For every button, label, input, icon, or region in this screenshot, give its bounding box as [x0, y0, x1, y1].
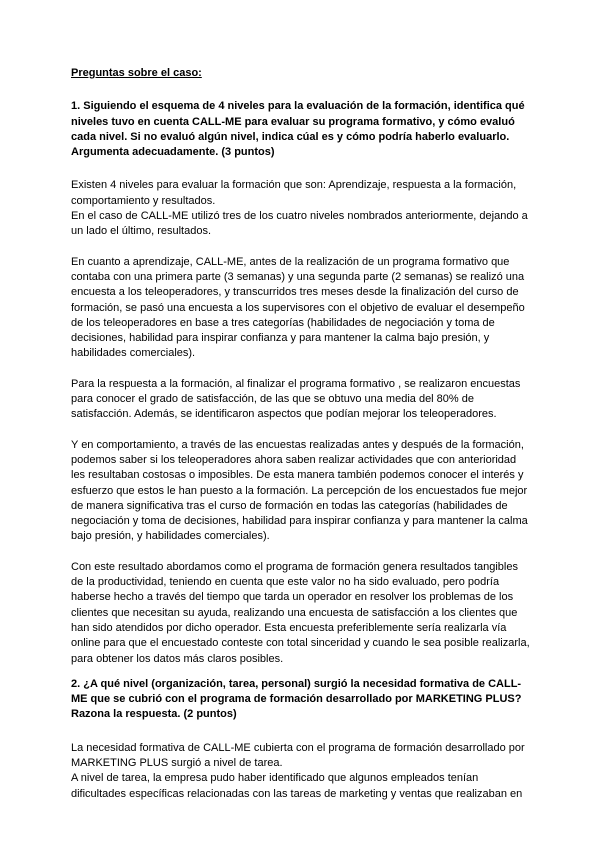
answer-1-paragraph-5: Y en comportamiento, a través de las encuestas realizadas antes y después de la formación, podemos saber si los teleoperadores ahora saben realizar actividades que con anterioridad les resultaban costosas o imposibles. De esta manera también podemos conocer el interés y esfuerzo que estos le han puesto a la formación. La percepción de los encuestados fue mejor de manera significativa tras el curso de formación en todas las categorías (habilidades de negociación y toma de decisiones, habilidad para inspirar confianza y para mantener la calma bajo presión, y habilidades comerciales).: [71, 438, 528, 543]
answer-2-paragraph-1: La necesidad formativa de CALL-ME cubierta con el programa de formación desarrollado por MARKETING PLUS surgió a nivel de tarea.: [71, 741, 525, 769]
answer-1-paragraph-3: En cuanto a aprendizaje, CALL-ME, antes de la realización de un programa formativo que contaba con una primera parte (3 semanas) y una segunda parte (2 semanas) se realizó una encuesta a los teleoperadores, y transcurridos tres meses desde la finalización del curso de formación, se pasó una encuesta a los supervisores con el objetivo de evaluar el desempeño de los teleoperadores en base a tres categorías (habilidades de negociación y toma de decisiones, habilidad para inspirar confianza y para mantener la calma bajo presión, y habilidades comerciales).: [71, 255, 525, 360]
section-heading: Preguntas sobre el caso:: [71, 67, 202, 79]
answer-1-paragraph-4: Para la respuesta a la formación, al finalizar el programa formativo , se realizaron encuestas para conocer el grado de satisfacción, de las que se obtuvo una media del 80% de satisfacción. Además, se identificaron aspectos que podían mejorar los teleoperadores.: [71, 377, 521, 421]
answer-1-paragraph-6: Con este resultado abordamos como el programa de formación genera resultados tangibles de la productividad, teniendo en cuenta que este valor no ha sido evaluado, pero podría haberse hecho a través del tiempo que tarda un operador en resolver los problemas de los clientes que necesitan su ayuda, realizando una encuesta de satisfacción a los clientes que han sido atendidos por dicho operador. Esta encuesta preferiblemente sería realizarla vía online para que el encuestado conteste con total sinceridad y cuando le sea posible realizarla, para obtener los datos más claros posibles.: [71, 560, 530, 665]
question-1: 1. Siguiendo el esquema de 4 niveles para la evaluación de la formación, identifica qué niveles tuvo en cuenta CALL-ME para evaluar su programa formativo, y cómo evaluó cada nivel. Si no evaluó algún nivel, indica cúal es y cómo podría haberlo evaluarlo. Argumenta adecuadamente. (3 puntos): [71, 100, 525, 159]
answer-2-paragraph-2: A nivel de tarea, la empresa pudo haber identificado que algunos empleados tenían dificultades específicas relacionadas con las tareas de marketing y ventas que realizaban en: [71, 772, 523, 800]
answer-1-paragraph-1: Existen 4 niveles para evaluar la formación que son: Aprendizaje, respuesta a la formación, comportamiento y resultados.: [71, 179, 517, 207]
answer-1-paragraph-2: En el caso de CALL-ME utilizó tres de los cuatro niveles nombrados anteriormente, dejando a un lado el último, resultados.: [71, 210, 528, 238]
question-2: 2. ¿A qué nivel (organización, tarea, personal) surgió la necesidad formativa de CALL-ME que se cubrió con el programa de formación desarrollado por MARKETING PLUS? Razona la respuesta. (2 puntos): [71, 677, 522, 721]
